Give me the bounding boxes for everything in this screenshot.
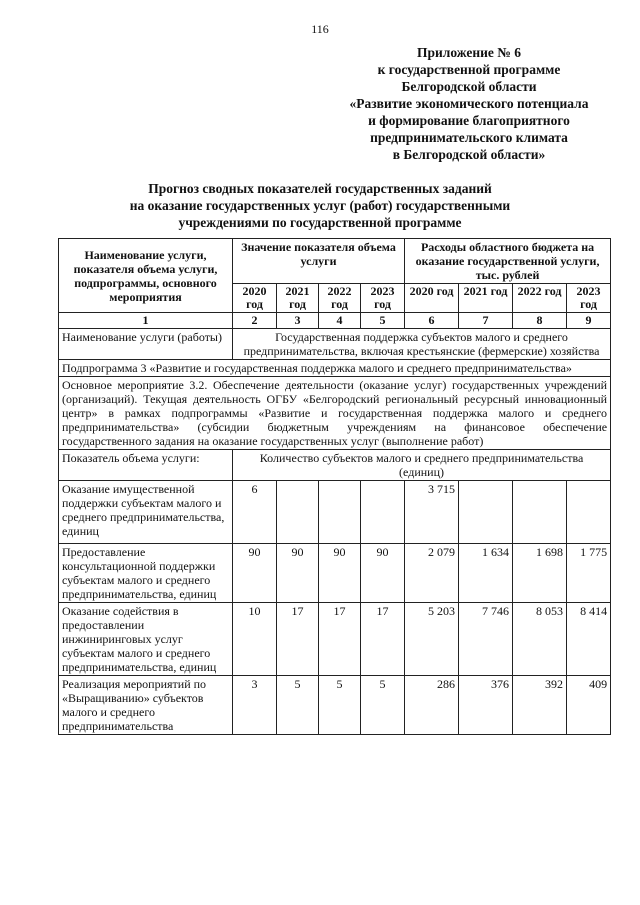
- header-year: 2021 год: [277, 284, 319, 313]
- header-year: 2021 год: [459, 284, 513, 313]
- column-number: 4: [319, 313, 361, 329]
- table-cell: 8 053: [513, 603, 567, 676]
- table-cell: 10: [233, 603, 277, 676]
- header-year: 2022 год: [319, 284, 361, 313]
- table-cell: 5: [361, 676, 405, 735]
- table-cell: 7 746: [459, 603, 513, 676]
- table-cell: 1 775: [567, 544, 611, 603]
- column-number: 1: [59, 313, 233, 329]
- row-name: Оказание содействия в предоставлении инжиниринговых услуг субъектам малого и среднего предпринимательства, единиц: [59, 603, 233, 676]
- table-cell: [459, 481, 513, 544]
- header-year: 2020 год: [405, 284, 459, 313]
- column-number: 7: [459, 313, 513, 329]
- row-name: Оказание имущественной поддержки субъектам малого и среднего предпринимательства, единиц: [59, 481, 233, 544]
- appendix-line: Приложение № 6: [417, 45, 521, 60]
- table-cell: 90: [319, 544, 361, 603]
- appendix-line: в Белгородской области»: [392, 147, 546, 162]
- table-cell: 17: [319, 603, 361, 676]
- table-cell: [361, 481, 405, 544]
- table-cell: 1 698: [513, 544, 567, 603]
- table-cell: 90: [233, 544, 277, 603]
- table-cell: 5: [319, 676, 361, 735]
- header-year: 2023 год: [567, 284, 611, 313]
- header-year: 2023 год: [361, 284, 405, 313]
- table-cell: 3: [233, 676, 277, 735]
- column-number: 2: [233, 313, 277, 329]
- header-year: 2022 год: [513, 284, 567, 313]
- column-number: 8: [513, 313, 567, 329]
- service-label: Наименование услуги (работы): [59, 329, 233, 360]
- indicator-label: Показатель объема услуги:: [59, 450, 233, 481]
- page-number: 116: [311, 22, 329, 36]
- appendix-line: и формирование благоприятного: [368, 113, 570, 128]
- table-cell: [513, 481, 567, 544]
- row-name: Предоставление консультационной поддержки субъектам малого и среднего предпринимательства, единиц: [59, 544, 233, 603]
- service-value: Государственная поддержка субъектов малого и среднего предпринимательства, включая крестьянские (фермерские) хозяйства: [233, 329, 611, 360]
- table-cell: 6: [233, 481, 277, 544]
- table-cell: 409: [567, 676, 611, 735]
- table-row: [59, 603, 611, 676]
- indicator-value: Количество субъектов малого и среднего предпринимательства (единиц): [233, 450, 611, 481]
- title-line: Прогноз сводных показателей государственных заданий: [148, 181, 492, 196]
- column-number: 9: [567, 313, 611, 329]
- table-cell: 5: [277, 676, 319, 735]
- table-cell: 392: [513, 676, 567, 735]
- main-activity-row: Основное мероприятие 3.2. Обеспечение деятельности (оказание услуг) государственных учреждений (организаций). Текущая деятельность ОГБУ «Белгородский региональный ресурсный инновационный центр» в рамках подпрограммы «Развитие и государственная поддержка малого и среднего предпринимательства» (субсидии бюджетным учреждениям на финансовое обеспечение государственного задания на оказание государственных услуг (выполнение работ): [59, 377, 611, 450]
- appendix-line: предпринимательского климата: [370, 130, 568, 145]
- table-cell: [319, 481, 361, 544]
- forecast-table: [58, 238, 611, 735]
- appendix-line: к государственной программе: [377, 62, 561, 77]
- header-service-name: Наименование услуги, показателя объема услуги, подпрограммы, основного мероприятия: [59, 239, 233, 313]
- table-cell: 17: [277, 603, 319, 676]
- column-number: 3: [277, 313, 319, 329]
- column-number: 5: [361, 313, 405, 329]
- row-name: Реализация мероприятий по «Выращиванию» субъектов малого и среднего предпринимательства: [59, 676, 233, 735]
- table-row: [59, 481, 611, 544]
- appendix-block: [340, 44, 598, 163]
- title-line: учреждениями по государственной программе: [178, 215, 462, 230]
- header-year: 2020 год: [233, 284, 277, 313]
- table-cell: 1 634: [459, 544, 513, 603]
- table-cell: [277, 481, 319, 544]
- header-volume-group: Значение показателя объема услуги: [233, 239, 405, 284]
- header-expense-group: Расходы областного бюджета на оказание государственной услуги, тыс. рублей: [405, 239, 611, 284]
- table-row: [59, 676, 611, 735]
- title-line: на оказание государственных услуг (работ) государственными: [129, 198, 511, 213]
- appendix-line: «Развитие экономического потенциала: [349, 96, 589, 111]
- table-cell: 376: [459, 676, 513, 735]
- table-row: [59, 544, 611, 603]
- table-cell: 90: [277, 544, 319, 603]
- table-cell: 90: [361, 544, 405, 603]
- table-cell: 8 414: [567, 603, 611, 676]
- appendix-line: Белгородской области: [401, 79, 537, 94]
- table-cell: 3 715: [405, 481, 459, 544]
- table-cell: 5 203: [405, 603, 459, 676]
- table-cell: 17: [361, 603, 405, 676]
- table-cell: 286: [405, 676, 459, 735]
- document-title: [120, 180, 520, 231]
- subprogram-row: Подпрограмма 3 «Развитие и государственная поддержка малого и среднего предпринимательства»: [59, 360, 611, 377]
- column-number: 6: [405, 313, 459, 329]
- table-cell: 2 079: [405, 544, 459, 603]
- table-cell: [567, 481, 611, 544]
